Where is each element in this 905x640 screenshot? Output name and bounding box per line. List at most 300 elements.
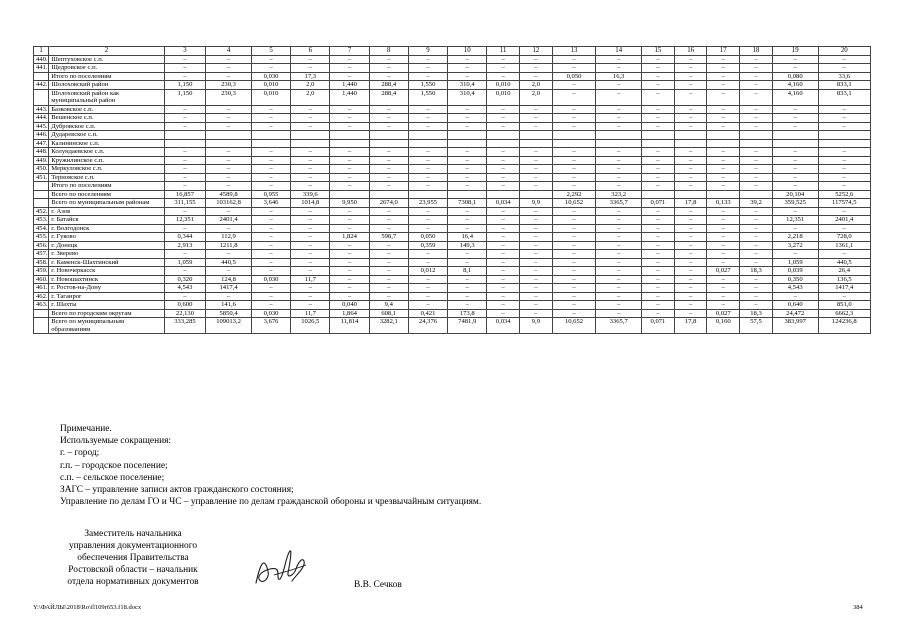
table-cell: –: [552, 233, 596, 242]
table-cell: –: [291, 233, 330, 242]
table-cell: 26,4: [818, 267, 870, 276]
table-cell: 18,3: [740, 267, 773, 276]
table-cell: –: [707, 258, 740, 267]
table-cell: –: [772, 207, 818, 216]
row-number: 440.: [34, 55, 49, 64]
table-cell: [408, 190, 447, 199]
table-cell: –: [330, 250, 369, 259]
table-cell: –: [291, 165, 330, 174]
table-cell: 6662,3: [818, 309, 870, 318]
table-cell: –: [330, 105, 369, 114]
table-cell: 2,0: [291, 81, 330, 90]
table-cell: –: [596, 148, 642, 157]
table-cell: 383,997: [772, 318, 818, 334]
table-cell: –: [818, 156, 870, 165]
table-cell: 1,150: [164, 81, 205, 90]
table-cell: [642, 131, 675, 140]
table-cell: 0,080: [772, 72, 818, 81]
table-cell: 0,012: [408, 267, 447, 276]
table-cell: 11,814: [330, 318, 369, 334]
table-cell: –: [369, 105, 408, 114]
table-cell: –: [251, 173, 290, 182]
table-cell: –: [740, 64, 773, 73]
table-cell: –: [740, 156, 773, 165]
table-cell: –: [772, 55, 818, 64]
column-header: 8: [369, 47, 408, 56]
table-cell: –: [330, 114, 369, 123]
table-cell: –: [642, 148, 675, 157]
table-cell: –: [487, 114, 520, 123]
column-header: 13: [552, 47, 596, 56]
table-cell: –: [596, 292, 642, 301]
note-line: с.п. – сельское поселение;: [60, 472, 165, 483]
table-cell: –: [330, 148, 369, 157]
table-row: [34, 233, 871, 242]
table-cell: –: [740, 284, 773, 293]
table-cell: 112,9: [206, 233, 252, 242]
row-number: 456.: [34, 241, 49, 250]
table-cell: –: [707, 182, 740, 191]
table-cell: –: [448, 292, 487, 301]
table-cell: –: [164, 267, 205, 276]
table-cell: –: [707, 105, 740, 114]
table-cell: –: [674, 250, 707, 259]
row-number: 445.: [34, 122, 49, 131]
page-number: 384: [853, 604, 863, 611]
table-cell: –: [448, 301, 487, 310]
table-cell: –: [408, 275, 447, 284]
table-cell: –: [251, 258, 290, 267]
table-cell: 9,950: [330, 199, 369, 208]
table-cell: –: [206, 173, 252, 182]
table-cell: [251, 139, 290, 148]
table-cell: –: [520, 122, 553, 131]
table-cell: –: [740, 207, 773, 216]
table-cell: –: [448, 224, 487, 233]
table-cell: –: [448, 216, 487, 225]
table-cell: –: [674, 81, 707, 90]
table-cell: 311,155: [164, 199, 205, 208]
table-cell: [164, 131, 205, 140]
table-cell: –: [487, 64, 520, 73]
table-cell: –: [448, 173, 487, 182]
table-cell: –: [707, 89, 740, 105]
table-cell: [740, 131, 773, 140]
note-line: ЗАГС – управление записи актов гражданского состояния;: [60, 485, 294, 496]
table-cell: –: [707, 173, 740, 182]
table-cell: [740, 190, 773, 199]
table-cell: –: [740, 301, 773, 310]
row-number: [34, 190, 49, 199]
table-cell: –: [707, 122, 740, 131]
table-cell: –: [487, 72, 520, 81]
table-row: [34, 275, 871, 284]
table-cell: [674, 139, 707, 148]
table-cell: 1417,4: [206, 284, 252, 293]
table-cell: –: [448, 72, 487, 81]
table-cell: 2,913: [164, 241, 205, 250]
table-cell: –: [674, 105, 707, 114]
table-cell: [330, 139, 369, 148]
table-cell: [251, 131, 290, 140]
table-cell: –: [642, 241, 675, 250]
table-cell: –: [552, 250, 596, 259]
table-cell: –: [674, 292, 707, 301]
table-cell: 2,0: [520, 81, 553, 90]
table-cell: –: [772, 182, 818, 191]
table-row: [34, 258, 871, 267]
row-number: 443.: [34, 105, 49, 114]
table-cell: –: [330, 224, 369, 233]
table-cell: –: [330, 64, 369, 73]
table-cell: –: [164, 165, 205, 174]
table-cell: –: [408, 72, 447, 81]
table-cell: –: [251, 233, 290, 242]
table-cell: 0,050: [552, 72, 596, 81]
table-cell: –: [552, 105, 596, 114]
column-header: 5: [251, 47, 290, 56]
table-cell: 1,550: [408, 81, 447, 90]
table-cell: –: [674, 64, 707, 73]
table-cell: –: [552, 173, 596, 182]
table-cell: –: [251, 148, 290, 157]
table-cell: 4,160: [772, 81, 818, 90]
table-row: [34, 105, 871, 114]
table-cell: –: [596, 105, 642, 114]
table-cell: 3282,1: [369, 318, 408, 334]
table-cell: –: [330, 216, 369, 225]
table-cell: –: [520, 182, 553, 191]
table-cell: –: [740, 173, 773, 182]
table-cell: –: [369, 275, 408, 284]
table-row: [34, 190, 871, 199]
column-header: 12: [520, 47, 553, 56]
table-cell: –: [291, 156, 330, 165]
column-header: 14: [596, 47, 642, 56]
column-header: 11: [487, 47, 520, 56]
table-cell: –: [642, 207, 675, 216]
row-name: г. Таганрог: [49, 292, 165, 301]
table-cell: [772, 139, 818, 148]
table-cell: –: [552, 258, 596, 267]
table-cell: –: [520, 105, 553, 114]
table-cell: –: [740, 241, 773, 250]
table-cell: 333,285: [164, 318, 205, 334]
table-cell: 440,5: [206, 258, 252, 267]
table-cell: 0,030: [251, 309, 290, 318]
table-cell: –: [552, 275, 596, 284]
table-cell: –: [707, 55, 740, 64]
table-cell: –: [596, 233, 642, 242]
table-cell: [408, 139, 447, 148]
table-cell: 7481,9: [448, 318, 487, 334]
table-cell: –: [251, 241, 290, 250]
table-cell: –: [642, 89, 675, 105]
table-cell: [206, 131, 252, 140]
row-name: Всего по муниципальным образованиям: [49, 318, 165, 334]
row-name: Шолоховский район: [49, 81, 165, 90]
table-cell: 1,059: [772, 258, 818, 267]
table-cell: 323,2: [596, 190, 642, 199]
table-cell: –: [164, 207, 205, 216]
table-cell: –: [674, 241, 707, 250]
table-row: [34, 292, 871, 301]
table-cell: –: [642, 267, 675, 276]
table-cell: –: [674, 258, 707, 267]
note-line: Примечание.: [60, 424, 112, 434]
table-cell: –: [369, 241, 408, 250]
row-number: [34, 199, 49, 208]
table-cell: –: [642, 216, 675, 225]
row-name: Базковское с.п.: [49, 105, 165, 114]
table-cell: –: [448, 207, 487, 216]
table-cell: –: [707, 301, 740, 310]
table-cell: –: [487, 122, 520, 131]
table-cell: –: [206, 165, 252, 174]
table-cell: 117574,5: [818, 199, 870, 208]
table-cell: –: [291, 250, 330, 259]
table-cell: –: [740, 182, 773, 191]
table-cell: –: [642, 309, 675, 318]
table-cell: –: [674, 165, 707, 174]
table-cell: –: [772, 250, 818, 259]
table-cell: –: [291, 182, 330, 191]
table-cell: –: [642, 284, 675, 293]
table-cell: –: [707, 165, 740, 174]
table-cell: –: [740, 55, 773, 64]
table-cell: 1014,8: [291, 199, 330, 208]
row-name: Итого по поселениям: [49, 72, 165, 81]
table-cell: –: [448, 122, 487, 131]
table-cell: –: [552, 207, 596, 216]
table-cell: –: [291, 105, 330, 114]
table-cell: –: [164, 182, 205, 191]
table-cell: –: [520, 309, 553, 318]
table-cell: –: [487, 165, 520, 174]
table-cell: –: [369, 55, 408, 64]
table-cell: –: [674, 309, 707, 318]
table-cell: –: [408, 122, 447, 131]
table-cell: 1,440: [330, 81, 369, 90]
table-cell: 0,034: [487, 318, 520, 334]
table-cell: 9,4: [369, 301, 408, 310]
table-cell: 0,071: [642, 318, 675, 334]
table-cell: –: [164, 72, 205, 81]
table-cell: –: [818, 165, 870, 174]
table-row: [34, 318, 871, 334]
table-cell: –: [740, 275, 773, 284]
table-cell: 0,955: [251, 190, 290, 199]
table-cell: –: [596, 114, 642, 123]
table-row: [34, 139, 871, 148]
row-name: Кружилинское с.п.: [49, 156, 165, 165]
table-cell: –: [674, 224, 707, 233]
table-cell: –: [818, 122, 870, 131]
table-cell: –: [707, 241, 740, 250]
row-number: [34, 89, 49, 105]
table-cell: –: [164, 173, 205, 182]
table-cell: –: [818, 64, 870, 73]
table-cell: –: [291, 114, 330, 123]
table-cell: –: [291, 301, 330, 310]
column-header: 20: [818, 47, 870, 56]
row-name: Всего по городским округам: [49, 309, 165, 318]
table-cell: 0,040: [330, 301, 369, 310]
table-cell: –: [642, 233, 675, 242]
table-cell: 136,5: [818, 275, 870, 284]
table-cell: –: [642, 173, 675, 182]
table-row: [34, 182, 871, 191]
table-cell: –: [707, 114, 740, 123]
table-cell: –: [740, 165, 773, 174]
table-cell: 24,376: [408, 318, 447, 334]
table-cell: –: [408, 114, 447, 123]
table-cell: –: [552, 224, 596, 233]
table-cell: –: [487, 241, 520, 250]
signatory-title-line: Ростовской области – начальник: [68, 565, 198, 575]
table-cell: 2401,4: [206, 216, 252, 225]
table-cell: –: [596, 241, 642, 250]
table-cell: 0,320: [164, 275, 205, 284]
table-cell: 9,9: [520, 318, 553, 334]
table-cell: 0,010: [487, 81, 520, 90]
table-cell: –: [487, 301, 520, 310]
table-cell: –: [164, 105, 205, 114]
table-cell: –: [369, 258, 408, 267]
table-cell: 0,640: [772, 301, 818, 310]
table-cell: –: [487, 267, 520, 276]
row-number: 449.: [34, 156, 49, 165]
row-name: Терновское с.п.: [49, 173, 165, 182]
table-cell: –: [596, 309, 642, 318]
table-cell: 16,3: [596, 72, 642, 81]
table-cell: 1,864: [330, 309, 369, 318]
table-cell: –: [707, 156, 740, 165]
table-cell: –: [674, 284, 707, 293]
table-row: [34, 241, 871, 250]
row-number: 454.: [34, 224, 49, 233]
table-cell: [448, 139, 487, 148]
table-cell: –: [206, 156, 252, 165]
table-cell: –: [674, 114, 707, 123]
table-cell: –: [520, 250, 553, 259]
table-cell: 230,3: [206, 81, 252, 90]
file-path: Y:\ФАЙЛЫ\2018\Ro\fl109r653.f18.docx: [33, 604, 142, 611]
table-cell: –: [740, 233, 773, 242]
table-cell: –: [642, 301, 675, 310]
table-cell: –: [251, 224, 290, 233]
table-cell: –: [596, 301, 642, 310]
table-cell: –: [330, 55, 369, 64]
table-cell: –: [552, 301, 596, 310]
table-cell: –: [164, 250, 205, 259]
table-cell: 851,0: [818, 301, 870, 310]
row-number: 452.: [34, 207, 49, 216]
row-name: Всего по муниципальным районам: [49, 199, 165, 208]
table-cell: –: [520, 64, 553, 73]
table-cell: –: [448, 55, 487, 64]
table-row: [34, 224, 871, 233]
table-cell: 2,292: [552, 190, 596, 199]
row-name: Всего по поселениям: [49, 190, 165, 199]
table-cell: –: [408, 207, 447, 216]
table-cell: –: [487, 309, 520, 318]
row-name: Меркуловское с.п.: [49, 165, 165, 174]
table-cell: –: [596, 122, 642, 131]
table-cell: 11,7: [291, 275, 330, 284]
table-cell: –: [552, 165, 596, 174]
table-cell: 359,525: [772, 199, 818, 208]
table-cell: –: [818, 292, 870, 301]
table-cell: –: [707, 233, 740, 242]
table-cell: –: [330, 182, 369, 191]
table-header-row: [34, 47, 871, 56]
table-cell: –: [520, 292, 553, 301]
table-row: [34, 55, 871, 64]
table-cell: –: [772, 122, 818, 131]
table-cell: –: [674, 267, 707, 276]
column-header: 15: [642, 47, 675, 56]
table-cell: –: [206, 292, 252, 301]
table-cell: –: [408, 173, 447, 182]
table-cell: –: [818, 224, 870, 233]
table-cell: –: [164, 292, 205, 301]
table-cell: –: [206, 122, 252, 131]
signatory-title: [33, 528, 233, 588]
table-row: [34, 216, 871, 225]
table-cell: –: [369, 216, 408, 225]
table-cell: –: [330, 292, 369, 301]
row-number: [34, 72, 49, 81]
table-cell: –: [707, 81, 740, 90]
table-row: [34, 114, 871, 123]
table-cell: –: [369, 64, 408, 73]
table-cell: 0,350: [772, 275, 818, 284]
table-cell: –: [552, 216, 596, 225]
table-cell: –: [487, 105, 520, 114]
table-cell: 149,3: [448, 241, 487, 250]
table-cell: –: [674, 55, 707, 64]
table-cell: [448, 131, 487, 140]
table-cell: –: [772, 173, 818, 182]
table-cell: 57,5: [740, 318, 773, 334]
table-row: [34, 89, 871, 105]
table-cell: [369, 131, 408, 140]
table-cell: 288,4: [369, 89, 408, 105]
row-number: 461.: [34, 284, 49, 293]
table-cell: –: [740, 224, 773, 233]
table-cell: –: [707, 64, 740, 73]
table-cell: –: [206, 148, 252, 157]
row-name: г. Донецк: [49, 241, 165, 250]
table-cell: –: [818, 207, 870, 216]
table-cell: [596, 131, 642, 140]
table-row: [34, 173, 871, 182]
table-cell: –: [596, 182, 642, 191]
table-cell: [520, 131, 553, 140]
table-cell: –: [408, 64, 447, 73]
row-name: Калининское с.п.: [49, 139, 165, 148]
table-cell: [206, 139, 252, 148]
table-cell: –: [520, 216, 553, 225]
note-line: Управление по делам ГО и ЧС – управление по делам гражданской обороны и чрезвычайным ситуациям.: [60, 497, 482, 508]
table-cell: –: [642, 156, 675, 165]
table-cell: –: [674, 72, 707, 81]
table-cell: –: [642, 81, 675, 90]
column-header: 18: [740, 47, 773, 56]
table-cell: –: [772, 105, 818, 114]
table-cell: –: [330, 173, 369, 182]
